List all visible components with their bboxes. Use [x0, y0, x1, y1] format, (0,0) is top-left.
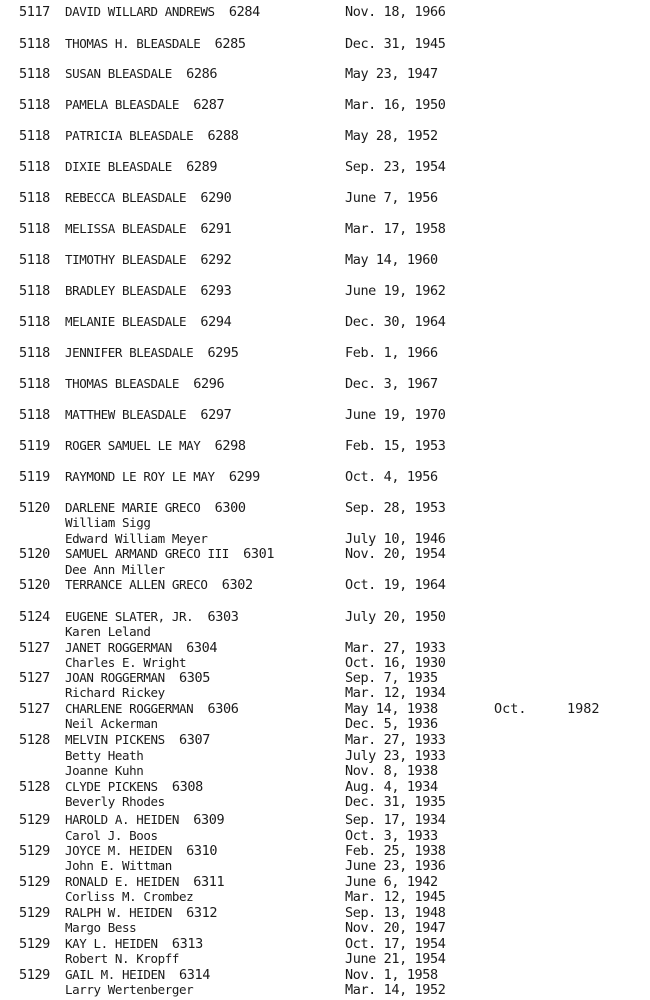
- record-line: [0, 546, 650, 562]
- person-name: MELVIN PICKENS: [65, 732, 165, 747]
- person-entry: [65, 889, 193, 905]
- person-name: Charles E. Wright: [65, 655, 187, 670]
- record-line: [0, 314, 650, 330]
- person-name: JENNIFER BLEASDALE: [65, 345, 194, 360]
- person-id: 6287: [193, 97, 225, 113]
- person-id: 6289: [186, 159, 218, 175]
- record-date: Nov. 20, 1954: [345, 546, 446, 562]
- record-number: 5129: [19, 843, 50, 859]
- person-entry: [65, 874, 224, 890]
- record-date: Dec. 3, 1967: [345, 376, 438, 392]
- record-line: [0, 407, 650, 423]
- spouse-line: [0, 562, 650, 578]
- person-name: THOMAS BLEASDALE: [65, 376, 180, 391]
- person-name: CLYDE PICKENS: [65, 779, 158, 794]
- record-line: [0, 221, 650, 237]
- record-date: Mar. 14, 1952: [345, 982, 446, 998]
- record-date: May 14, 1960: [345, 252, 438, 268]
- record-number: 5129: [19, 812, 50, 828]
- person-entry: [65, 828, 158, 844]
- margin-note-year: 1982: [567, 701, 600, 717]
- record-number: 5128: [19, 779, 50, 795]
- person-id: 6284: [228, 4, 260, 20]
- spouse-line: [0, 531, 650, 547]
- record-line: [0, 843, 650, 859]
- record-date: July 23, 1933: [345, 748, 446, 764]
- record-line: [0, 469, 650, 485]
- person-name: JANET ROGGERMAN: [65, 640, 172, 655]
- record-date: Feb. 15, 1953: [345, 438, 446, 454]
- person-id: 6290: [200, 190, 232, 206]
- person-entry: [65, 732, 210, 748]
- record-number: 5129: [19, 967, 50, 983]
- record-date: June 23, 1936: [345, 858, 446, 874]
- person-entry: [65, 951, 179, 967]
- record-line: [0, 967, 650, 983]
- spouse-line: [0, 794, 650, 810]
- person-id: 6285: [214, 36, 246, 52]
- record-date: Dec. 31, 1935: [345, 794, 446, 810]
- record-line: [0, 670, 650, 686]
- record-date: Feb. 1, 1966: [345, 345, 438, 361]
- record-date: Mar. 17, 1958: [345, 221, 446, 237]
- person-entry: [65, 4, 260, 20]
- record-date: Sep. 28, 1953: [345, 500, 446, 516]
- record-date: Nov. 1, 1958: [345, 967, 438, 983]
- person-name: KAY L. HEIDEN: [65, 936, 158, 951]
- record-number: 5129: [19, 874, 50, 890]
- record-line: [0, 283, 650, 299]
- record-line: [0, 252, 650, 268]
- spouse-line: [0, 763, 650, 779]
- record-date: Oct. 19, 1964: [345, 577, 446, 593]
- person-name: MATTHEW BLEASDALE: [65, 407, 187, 422]
- record-number: 5127: [19, 640, 50, 656]
- record-line: [0, 779, 650, 795]
- person-id: 6312: [186, 905, 218, 921]
- person-name: HAROLD A. HEIDEN: [65, 812, 180, 827]
- spouse-line: [0, 982, 650, 998]
- record-number: 5118: [19, 36, 50, 52]
- person-entry: [65, 812, 224, 828]
- person-entry: [65, 640, 217, 656]
- spouse-line: [0, 655, 650, 671]
- record-date: June 6, 1942: [345, 874, 438, 890]
- person-name: MELANIE BLEASDALE: [65, 314, 187, 329]
- person-entry: [65, 252, 231, 268]
- person-name: ROGER SAMUEL LE MAY: [65, 438, 201, 453]
- record-date: Oct. 16, 1930: [345, 655, 446, 671]
- record-line: [0, 905, 650, 921]
- record-line: [0, 438, 650, 454]
- person-name: Margo Bess: [65, 920, 137, 935]
- spouse-line: [0, 748, 650, 764]
- record-line: [0, 640, 650, 656]
- record-number: 5120: [19, 500, 50, 516]
- person-entry: [65, 843, 217, 859]
- record-number: 5118: [19, 314, 50, 330]
- record-line: [0, 97, 650, 113]
- person-name: EUGENE SLATER, JR.: [65, 609, 194, 624]
- record-line: [0, 4, 650, 20]
- person-name: Carol J. Boos: [65, 828, 158, 843]
- person-id: 6296: [193, 376, 225, 392]
- record-line: [0, 732, 650, 748]
- person-entry: [65, 283, 231, 299]
- record-date: Nov. 8, 1938: [345, 763, 438, 779]
- spouse-line: [0, 515, 650, 531]
- person-entry: [65, 546, 274, 562]
- person-name: Robert N. Kropff: [65, 951, 180, 966]
- person-name: TIMOTHY BLEASDALE: [65, 252, 187, 267]
- record-number: 5118: [19, 159, 50, 175]
- person-entry: [65, 469, 260, 485]
- person-entry: [65, 577, 253, 593]
- person-entry: [65, 128, 238, 144]
- person-entry: [65, 66, 217, 82]
- record-number: 5128: [19, 732, 50, 748]
- person-entry: [65, 159, 217, 175]
- person-name: JOAN ROGGERMAN: [65, 670, 165, 685]
- record-date: July 10, 1946: [345, 531, 446, 547]
- record-date: Mar. 12, 1945: [345, 889, 446, 905]
- record-line: [0, 936, 650, 952]
- person-entry: [65, 515, 151, 531]
- record-date: Mar. 16, 1950: [345, 97, 446, 113]
- record-number: 5118: [19, 407, 50, 423]
- person-name: RONALD E. HEIDEN: [65, 874, 180, 889]
- person-name: Betty Heath: [65, 748, 144, 763]
- record-number: 5118: [19, 128, 50, 144]
- person-entry: [65, 221, 231, 237]
- record-number: 5119: [19, 438, 50, 454]
- person-name: DIXIE BLEASDALE: [65, 159, 172, 174]
- record-line: [0, 609, 650, 625]
- person-id: 6311: [193, 874, 225, 890]
- person-name: DAVID WILLARD ANDREWS: [65, 4, 215, 19]
- person-id: 6310: [186, 843, 218, 859]
- record-number: 5120: [19, 546, 50, 562]
- record-date: Aug. 4, 1934: [345, 779, 438, 795]
- record-date: July 20, 1950: [345, 609, 446, 625]
- person-name: RALPH W. HEIDEN: [65, 905, 172, 920]
- record-date: Oct. 3, 1933: [345, 828, 438, 844]
- person-entry: [65, 936, 203, 952]
- person-entry: [65, 376, 224, 392]
- person-name: Larry Wertenberger: [65, 982, 194, 997]
- record-number: 5127: [19, 670, 50, 686]
- person-name: SUSAN BLEASDALE: [65, 66, 172, 81]
- record-date: Sep. 13, 1948: [345, 905, 446, 921]
- person-name: William Sigg: [65, 515, 151, 530]
- person-id: 6304: [186, 640, 218, 656]
- person-entry: [65, 531, 208, 547]
- person-id: 6297: [200, 407, 232, 423]
- person-id: 6308: [171, 779, 203, 795]
- spouse-line: [0, 858, 650, 874]
- record-date: Mar. 27, 1933: [345, 732, 446, 748]
- record-number: 5118: [19, 190, 50, 206]
- person-name: BRADLEY BLEASDALE: [65, 283, 187, 298]
- person-id: 6295: [207, 345, 239, 361]
- person-name: TERRANCE ALLEN GRECO: [65, 577, 208, 592]
- person-entry: [65, 982, 193, 998]
- person-entry: [65, 438, 246, 454]
- record-number: 5118: [19, 97, 50, 113]
- margin-note-month: Oct.: [494, 701, 527, 717]
- person-name: THOMAS H. BLEASDALE: [65, 36, 201, 51]
- person-id: 6294: [200, 314, 232, 330]
- person-id: 6303: [207, 609, 239, 625]
- person-id: 6298: [214, 438, 246, 454]
- record-line: [0, 345, 650, 361]
- record-line: [0, 701, 650, 717]
- record-date: June 7, 1956: [345, 190, 438, 206]
- record-line: [0, 577, 650, 593]
- person-entry: [65, 763, 143, 779]
- person-id: 6302: [221, 577, 253, 593]
- record-date: May 14, 1938: [345, 701, 438, 717]
- record-date: May 28, 1952: [345, 128, 438, 144]
- record-date: Mar. 27, 1933: [345, 640, 446, 656]
- person-entry: [65, 97, 224, 113]
- record-date: June 21, 1954: [345, 951, 446, 967]
- record-date: Dec. 31, 1945: [345, 36, 446, 52]
- person-name: PAMELA BLEASDALE: [65, 97, 180, 112]
- person-entry: [65, 36, 246, 52]
- person-name: John E. Wittman: [65, 858, 172, 873]
- person-name: Dee Ann Miller: [65, 562, 165, 577]
- record-date: Feb. 25, 1938: [345, 843, 446, 859]
- record-number: 5118: [19, 252, 50, 268]
- record-number: 5129: [19, 905, 50, 921]
- person-name: JOYCE M. HEIDEN: [65, 843, 172, 858]
- record-date: Sep. 17, 1934: [345, 812, 446, 828]
- person-id: 6299: [228, 469, 260, 485]
- person-id: 6309: [193, 812, 225, 828]
- record-date: Dec. 30, 1964: [345, 314, 446, 330]
- person-id: 6293: [200, 283, 232, 299]
- person-name: Corliss M. Crombez: [65, 889, 194, 904]
- record-number: 5118: [19, 345, 50, 361]
- record-line: [0, 812, 650, 828]
- person-entry: [65, 314, 231, 330]
- record-number: 5118: [19, 221, 50, 237]
- person-name: Richard Rickey: [65, 685, 165, 700]
- person-name: Beverly Rhodes: [65, 794, 165, 809]
- record-line: [0, 376, 650, 392]
- record-date: Sep. 23, 1954: [345, 159, 446, 175]
- record-number: 5124: [19, 609, 50, 625]
- person-entry: [65, 685, 165, 701]
- person-id: 6301: [243, 546, 275, 562]
- person-id: 6313: [171, 936, 203, 952]
- record-date: Mar. 12, 1934: [345, 685, 446, 701]
- record-number: 5129: [19, 936, 50, 952]
- person-entry: [65, 905, 217, 921]
- spouse-line: [0, 951, 650, 967]
- person-name: Edward William Meyer: [65, 531, 208, 546]
- record-date: Sep. 7, 1935: [345, 670, 438, 686]
- record-line: [0, 36, 650, 52]
- person-name: DARLENE MARIE GRECO: [65, 500, 201, 515]
- record-date: May 23, 1947: [345, 66, 438, 82]
- person-entry: [65, 779, 203, 795]
- person-name: CHARLENE ROGGERMAN: [65, 701, 194, 716]
- person-entry: [65, 407, 231, 423]
- person-id: 6307: [179, 732, 210, 748]
- record-date: June 19, 1962: [345, 283, 446, 299]
- person-name: Joanne Kuhn: [65, 763, 144, 778]
- record-date: Dec. 5, 1936: [345, 716, 438, 732]
- record-number: 5117: [19, 4, 50, 20]
- record-line: [0, 159, 650, 175]
- person-id: 6314: [179, 967, 210, 983]
- record-date: Oct. 4, 1956: [345, 469, 438, 485]
- person-entry: [65, 920, 136, 936]
- person-entry: [65, 794, 165, 810]
- record-date: Nov. 18, 1966: [345, 4, 446, 20]
- spouse-line: [0, 685, 650, 701]
- person-id: 6300: [214, 500, 246, 516]
- person-name: GAIL M. HEIDEN: [65, 967, 165, 982]
- record-line: [0, 500, 650, 516]
- record-line: [0, 128, 650, 144]
- spouse-line: [0, 624, 650, 640]
- spouse-line: [0, 716, 650, 732]
- person-name: PATRICIA BLEASDALE: [65, 128, 194, 143]
- person-entry: [65, 562, 165, 578]
- person-entry: [65, 701, 238, 717]
- record-number: 5118: [19, 283, 50, 299]
- spouse-line: [0, 889, 650, 905]
- spouse-line: [0, 920, 650, 936]
- person-entry: [65, 716, 158, 732]
- person-name: Karen Leland: [65, 624, 151, 639]
- record-number: 5119: [19, 469, 50, 485]
- person-name: Neil Ackerman: [65, 716, 158, 731]
- person-id: 6291: [200, 221, 232, 237]
- person-entry: [65, 670, 210, 686]
- person-entry: [65, 345, 238, 361]
- record-number: 5127: [19, 701, 50, 717]
- record-date: June 19, 1970: [345, 407, 446, 423]
- person-name: REBECCA BLEASDALE: [65, 190, 187, 205]
- person-id: 6306: [207, 701, 239, 717]
- record-line: [0, 66, 650, 82]
- person-name: MELISSA BLEASDALE: [65, 221, 187, 236]
- record-line: [0, 874, 650, 890]
- person-entry: [65, 190, 231, 206]
- person-entry: [65, 624, 151, 640]
- person-entry: [65, 655, 186, 671]
- person-id: 6286: [186, 66, 218, 82]
- person-name: RAYMOND LE ROY LE MAY: [65, 469, 215, 484]
- spouse-line: [0, 828, 650, 844]
- person-id: 6292: [200, 252, 232, 268]
- record-line: [0, 190, 650, 206]
- record-date: Oct. 17, 1954: [345, 936, 446, 952]
- person-entry: [65, 967, 210, 983]
- person-entry: [65, 858, 172, 874]
- person-id: 6305: [179, 670, 210, 686]
- person-name: SAMUEL ARMAND GRECO III: [65, 546, 229, 561]
- record-date: Nov. 20, 1947: [345, 920, 446, 936]
- person-entry: [65, 748, 143, 764]
- person-entry: [65, 500, 246, 516]
- person-entry: [65, 609, 238, 625]
- record-number: 5118: [19, 66, 50, 82]
- record-number: 5120: [19, 577, 50, 593]
- person-id: 6288: [207, 128, 239, 144]
- record-number: 5118: [19, 376, 50, 392]
